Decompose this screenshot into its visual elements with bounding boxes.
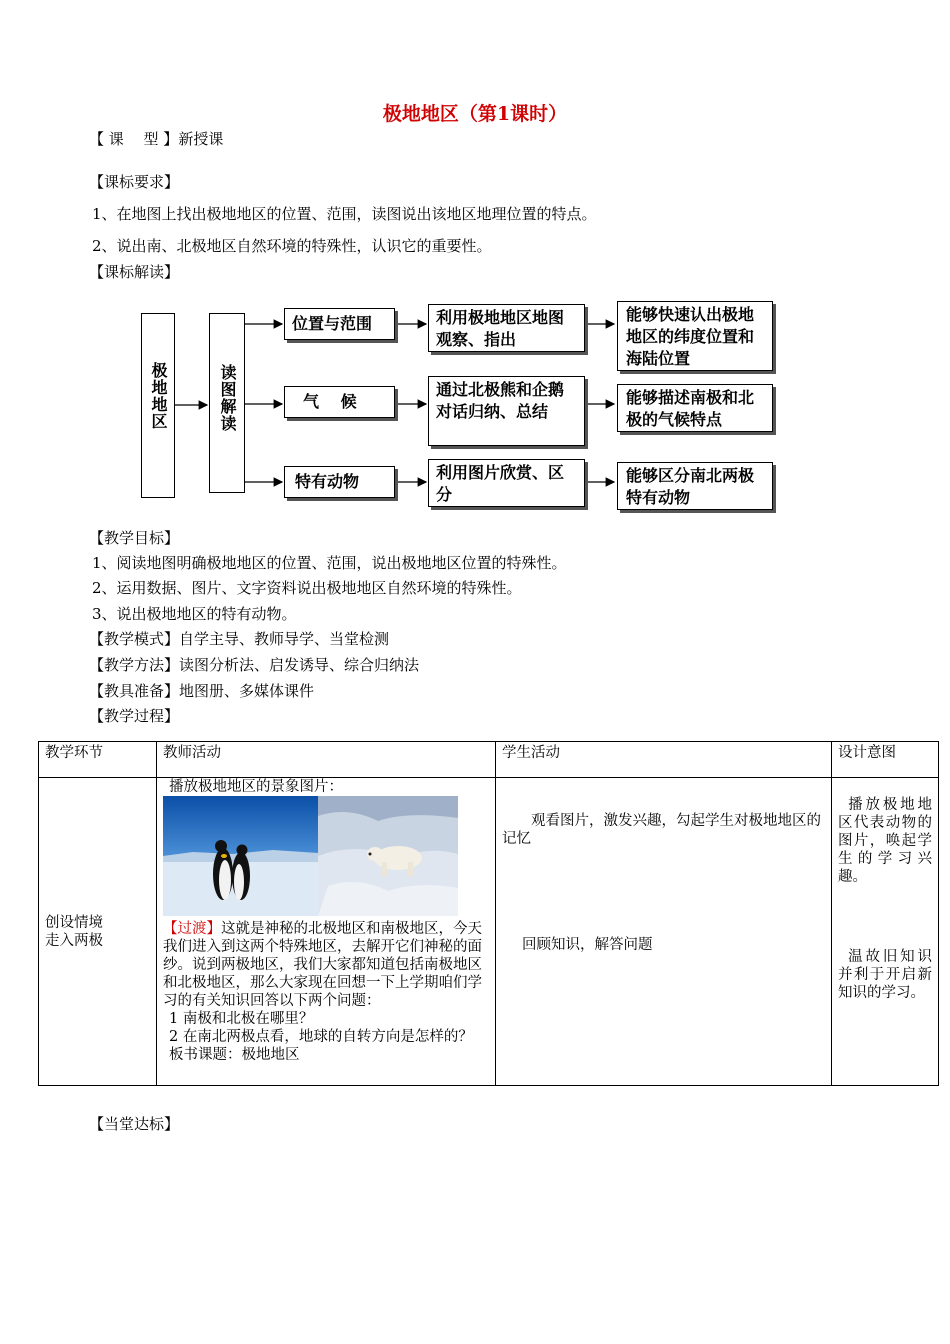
standards-item: 1、在地图上找出极地地区的位置、范围，读图说出该地区地理位置的特点。 [92, 205, 597, 223]
header-cell: 设计意图 [832, 742, 939, 778]
header-cell: 学生活动 [496, 742, 832, 778]
teaching-mode-label: 【教学模式】 [89, 630, 180, 648]
page-title: 极地地区（第1课时） [382, 103, 568, 125]
transition-paragraph [163, 920, 489, 1010]
question-1: 1 南极和北极在哪里？ [169, 1011, 314, 1027]
objectives-item: 2、运用数据、图片、文字资料说出极地地区自然环境的特殊性。 [92, 579, 522, 597]
teaching-mode-value: 自学主导、教师导学、当堂检测 [179, 630, 390, 648]
design-intent-cell [832, 778, 939, 1086]
teacher-intro: 播放极地地区的景象图片： [169, 779, 343, 795]
diagram-method-box: 读图解读 [209, 313, 245, 493]
diagram-goal-box: 能够区分南北两极特有动物 [617, 462, 773, 510]
objectives-item: 3、说出极地地区的特有动物。 [92, 605, 297, 623]
teaching-method [89, 654, 419, 675]
transition-tag: 【过渡】 [163, 921, 221, 937]
diagram-topic-box: 气 候 [284, 386, 395, 418]
course-type-label: 【 课 型 】 [89, 130, 179, 148]
objectives-item: 1、阅读地图明确极地地区的位置、范围，说出极地地区位置的特殊性。 [92, 554, 567, 572]
stage-cell: 创设情境 走入两极 [39, 778, 157, 1086]
transition-text: 这就是神秘的北极地区和南极地区，今天我们进入到这两个特殊地区，去解开它们神秘的面纱。说到两极地区，我们大家都知道包括南极地区和北极地区，那么大家现在回想一下上学期咱们学习的有关知识回答以下两个问题： [163, 921, 482, 1009]
teacher-activity-cell [157, 778, 496, 1086]
student-activity-1: 观看图片，激发兴趣，勾起学生对极地地区的记忆 [502, 813, 821, 847]
header-cell: 教师活动 [157, 742, 496, 778]
student-activity-2: 回顾知识，解答问题 [522, 937, 653, 953]
board-title: 板书课题：极地地区 [169, 1047, 300, 1063]
design-intent-1: 播放极地地区代表动物的图片，唤起学生的学习兴趣。 [838, 797, 932, 885]
teaching-tools-value: 地图册、多媒体课件 [179, 682, 315, 700]
diagram-topic-box: 位置与范围 [284, 308, 395, 340]
design-intent-2: 温故旧知识并利于开启新知识的学习。 [838, 949, 932, 1001]
teaching-method-label: 【教学方法】 [89, 656, 180, 674]
objectives-heading: 【教学目标】 [89, 529, 180, 547]
interpretation-heading: 【课标解读】 [89, 263, 180, 281]
teaching-tools-label: 【教具准备】 [89, 682, 180, 700]
process-heading: 【教学过程】 [89, 707, 180, 725]
diagram-goal-box: 能够描述南极和北极的气候特点 [617, 384, 773, 432]
penguins-photo [163, 796, 318, 921]
scene-pictures [163, 796, 489, 918]
course-type-value: 新授课 [178, 130, 224, 148]
student-activity-cell [496, 778, 832, 1086]
teaching-method-value: 读图分析法、启发诱导、综合归纳法 [179, 656, 420, 674]
diagram-activity-box: 利用图片欣赏、区分 [428, 459, 585, 507]
diagram-topic-box: 特有动物 [284, 466, 395, 498]
diagram-root-box: 极地地区 [141, 313, 175, 498]
table-header-row [39, 742, 939, 778]
standards-heading: 【课标要求】 [89, 173, 180, 191]
diagram-activity-box: 通过北极熊和企鹅对话归纳、总结 [428, 376, 585, 446]
process-table [38, 741, 939, 1086]
assessment-heading: 【当堂达标】 [89, 1115, 180, 1133]
teaching-tools [89, 680, 314, 701]
diagram-activity-box: 利用极地地区地图观察、指出 [428, 304, 585, 352]
question-2: 2 在南北两极点看，地球的自转方向是怎样的？ [169, 1029, 473, 1045]
diagram-goal-box: 能够快速认出极地地区的纬度位置和海陆位置 [617, 301, 773, 371]
teaching-mode [89, 628, 389, 649]
header-cell: 教学环节 [39, 742, 157, 778]
standards-item: 2、说出南、北极地区自然环境的特殊性，认识它的重要性。 [92, 237, 492, 255]
table-row [39, 778, 939, 1086]
polar-bear-photo [318, 796, 458, 921]
